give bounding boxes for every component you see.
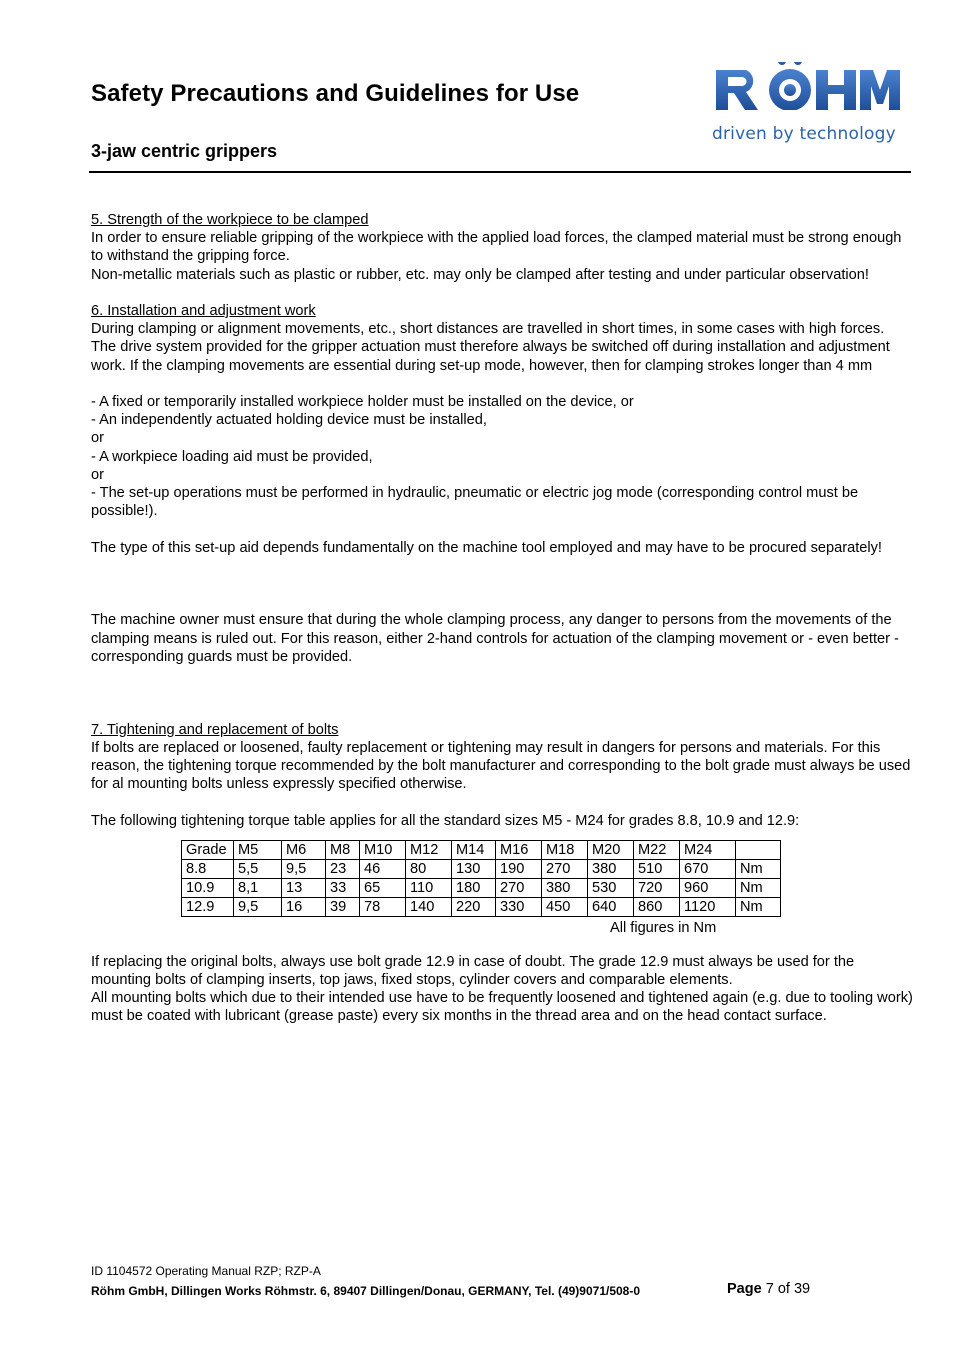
section-5-paragraph-2: Non-metallic materials such as plastic or rubber, etc. may only be clamped after testing and under particular observation! <box>91 266 869 283</box>
table-cell: M8 <box>326 840 360 859</box>
section-7-paragraph-3: If replacing the original bolts, always use bolt grade 12.9 in case of doubt. The grade 12.9 must always be used for the mounting bolts of clamping inserts, top jaws, fixed stops, cylinder covers and comparable elements. <box>91 953 855 989</box>
table-cell: 860 <box>634 897 680 916</box>
table-cell: M18 <box>542 840 588 859</box>
table-cell: 46 <box>360 859 406 878</box>
table-cell: 10.9 <box>182 878 234 897</box>
table-cell: 80 <box>406 859 452 878</box>
page-number <box>727 1281 810 1297</box>
list-item: - An independently actuated holding device must be installed, <box>91 412 487 429</box>
table-cell: 450 <box>542 897 588 916</box>
table-cell: 670 <box>680 859 736 878</box>
table-cell: 180 <box>452 878 496 897</box>
section-7-paragraph-2: The following tightening torque table applies for all the standard sizes M5 - M24 for grades 8.8, 10.9 and 12.9: <box>91 812 800 829</box>
footer-company: Röhm GmbH, Dillingen Works Röhmstr. 6, 89407 Dillingen/Donau, GERMANY, Tel. (49)9071/508-0 <box>91 1284 641 1298</box>
section-7-paragraph-1: If bolts are replaced or loosened, faulty replacement or tightening may result in dangers for persons and materials. For this reason, the tightening torque recommended by the bolt manufacturer and corresponding to the bolt grade must always be used for al mounting bolts unless expressly specified otherwise. <box>91 739 911 793</box>
header-divider <box>89 171 911 173</box>
table-cell: M22 <box>634 840 680 859</box>
torque-table <box>181 840 781 917</box>
table-cell: M20 <box>588 840 634 859</box>
table-cell: 33 <box>326 878 360 897</box>
table-cell: Grade <box>182 840 234 859</box>
table-cell: 16 <box>282 897 326 916</box>
table-cell: 510 <box>634 859 680 878</box>
section-6-paragraph-1: During clamping or alignment movements, etc., short distances are travelled in short times, in some cases with high forces. <box>91 321 885 338</box>
table-cell: Nm <box>736 897 781 916</box>
table-cell: M10 <box>360 840 406 859</box>
table-header-row <box>182 840 781 859</box>
table-cell: 270 <box>496 878 542 897</box>
page-label: Page <box>727 1281 762 1297</box>
table-cell: 640 <box>588 897 634 916</box>
table-cell: 530 <box>588 878 634 897</box>
table-cell: M5 <box>234 840 282 859</box>
table-cell: 39 <box>326 897 360 916</box>
table-cell: 8,1 <box>234 878 282 897</box>
table-cell: 380 <box>588 859 634 878</box>
table-cell: 23 <box>326 859 360 878</box>
rohm-logo <box>708 44 908 148</box>
list-item: - The set-up operations must be performed in hydraulic, pneumatic or electric jog mode (corresponding control must be possible!). <box>91 485 859 520</box>
table-cell: M12 <box>406 840 452 859</box>
table-cell: 960 <box>680 878 736 897</box>
rohm-wordmark <box>712 62 902 110</box>
table-cell: 110 <box>406 878 452 897</box>
main-content <box>91 211 913 1026</box>
table-cell: M24 <box>680 840 736 859</box>
list-item: - A workpiece loading aid must be provided, <box>91 448 373 465</box>
section-7-heading: 7. Tightening and replacement of bolts <box>91 721 339 738</box>
table-cell: 12.9 <box>182 897 234 916</box>
table-cell: 5,5 <box>234 859 282 878</box>
table-cell: 78 <box>360 897 406 916</box>
table-cell: 65 <box>360 878 406 897</box>
table-cell: 330 <box>496 897 542 916</box>
table-cell: 140 <box>406 897 452 916</box>
page-current: 7 <box>765 1281 774 1297</box>
list-item: - A fixed or temporarily installed workpiece holder must be installed on the device, or <box>91 394 634 410</box>
table-row <box>182 859 781 878</box>
table-cell: 130 <box>452 859 496 878</box>
section-5-paragraph-1: In order to ensure reliable gripping of the workpiece with the applied load forces, the clamped material must be strong enough to withstand the gripping force. <box>91 230 902 265</box>
logo-tagline: driven by technology <box>712 124 896 144</box>
section-7-paragraph-4: All mounting bolts which due to their intended use have to be frequently loosened and tightened again (e.g. due to tooling work) must be coated with lubricant (grease paste) every six months in the thread area and on the head contact surface. <box>91 990 913 1025</box>
list-item: or <box>91 430 104 447</box>
table-cell: 9,5 <box>234 897 282 916</box>
section-6-heading: 6. Installation and adjustment work <box>91 303 316 319</box>
table-note: All figures in Nm <box>610 919 717 936</box>
footer-doc-id: ID 1104572 Operating Manual RZP; RZP-A <box>91 1264 321 1278</box>
page-subtitle: 3-jaw centric grippers <box>91 141 278 161</box>
table-cell <box>736 840 781 859</box>
list-item: or <box>91 466 104 483</box>
page-total: 39 <box>793 1281 811 1297</box>
table-cell: Nm <box>736 878 781 897</box>
table-cell: 1120 <box>680 897 736 916</box>
table-row <box>182 897 781 916</box>
table-cell: 220 <box>452 897 496 916</box>
table-cell: M16 <box>496 840 542 859</box>
section-6-paragraph-4: The machine owner must ensure that during the whole clamping process, any danger to persons from the movements of the clamping means is ruled out. For this reason, either 2-hand controls for actuation of the clamping movement or - even better - corresponding guards must be provided. <box>91 612 899 665</box>
page-of: of <box>777 1281 790 1297</box>
section-5-heading: 5. Strength of the workpiece to be clamped <box>91 212 369 228</box>
table-cell: 190 <box>496 859 542 878</box>
section-6-paragraph-2: The drive system provided for the gripper actuation must therefore always be switched off during installation and adjustment work. If the clamping movements are essential during set-up mode, however, then for clamping strokes longer than 4 mm <box>91 339 890 374</box>
table-cell: 270 <box>542 859 588 878</box>
table-cell: Nm <box>736 859 781 878</box>
table-cell: 380 <box>542 878 588 897</box>
table-cell: 8.8 <box>182 859 234 878</box>
table-cell: 9,5 <box>282 859 326 878</box>
table-row <box>182 878 781 897</box>
table-cell: M6 <box>282 840 326 859</box>
table-cell: M14 <box>452 840 496 859</box>
section-6-paragraph-3: The type of this set-up aid depends fundamentally on the machine tool employed and may have to be procured separately! <box>91 539 882 556</box>
table-cell: 13 <box>282 878 326 897</box>
page-title: Safety Precautions and Guidelines for Use <box>91 80 580 107</box>
table-cell: 720 <box>634 878 680 897</box>
